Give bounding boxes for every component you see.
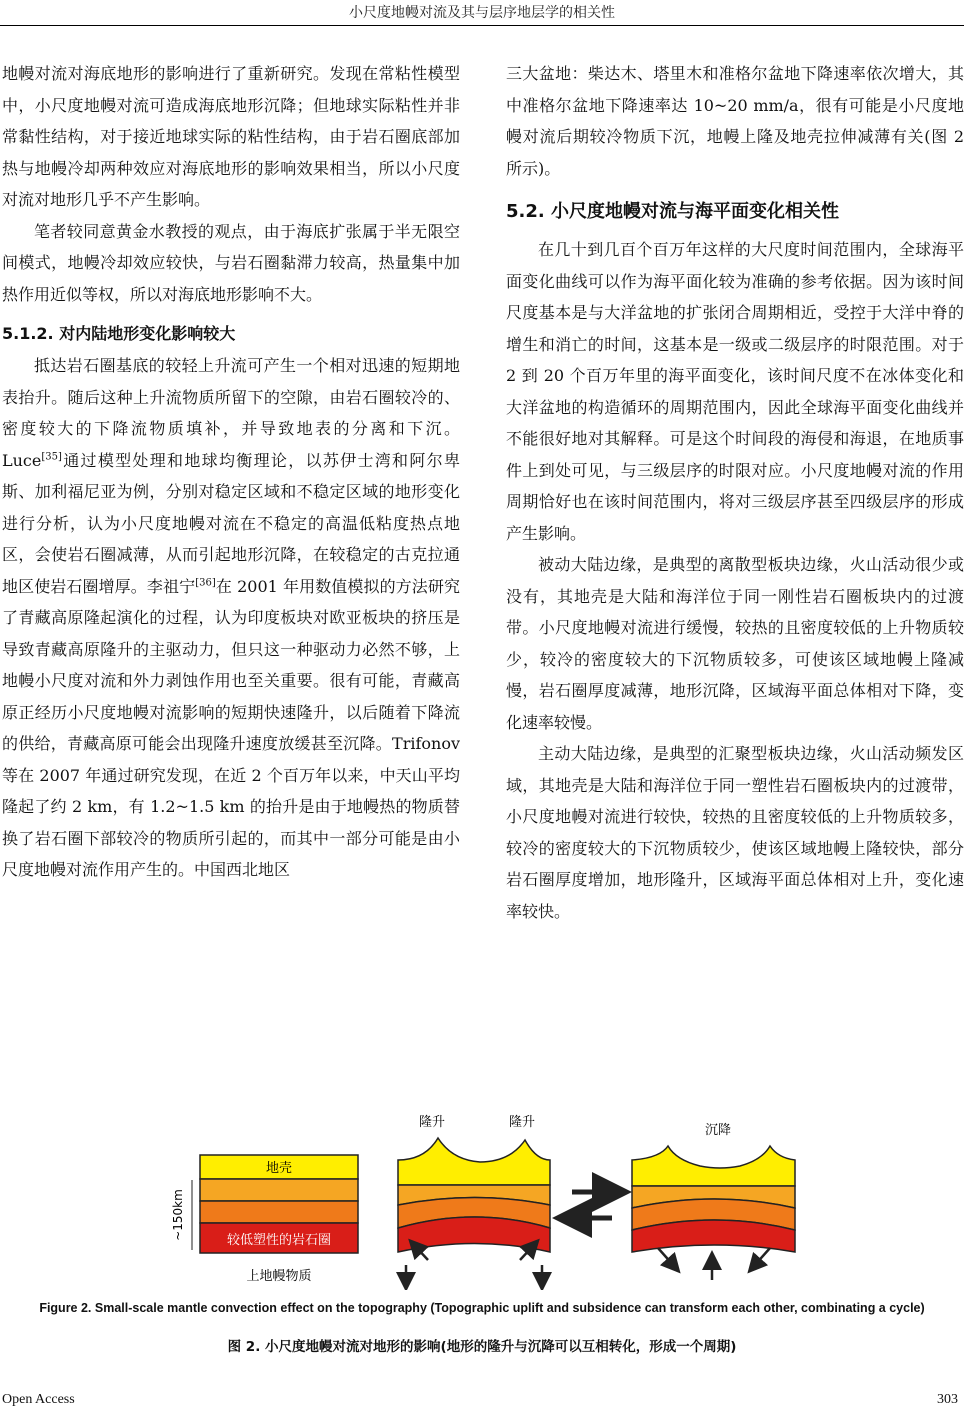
section-heading-5-2: 5.2. 小尺度地幔对流与海平面变化相关性 xyxy=(506,201,839,222)
crust-layer xyxy=(632,1146,795,1186)
figure-2 xyxy=(170,1110,800,1290)
paragraph: 主动大陆边缘，是典型的汇聚型板块边缘，火山活动频发区域，其地壳是大陆和海洋位于同一塑性岩石圈板块内的过渡带，小尺度地幔对流进行较快，较热的且密度较低的上升物质较多，较冷的密度较大的下沉物质较少，使该区域地幔上隆较快，部分岩石圈厚度增加，地形隆升，区域海平面总体相对上升，变化速率较快。 xyxy=(506,744,964,921)
crust-layer xyxy=(398,1138,550,1185)
panel-uplift xyxy=(398,1115,550,1282)
text-run: 在 2001 年用数值模拟的方法研究了青藏高原隆起演化的过程，认为印度板块对欧亚板块的挤压是导致青藏高原隆升的主驱动力，但只这一种驱动力必然不够，上地幔小尺度对流和外力剥蚀作用也至关重要。很有可能，青藏高原正经历小尺度地幔对流影响的短期快速隆升，以后随着下降流的供给，青藏高原可能会出现隆升速度放缓甚至沉降。Trifonov 等在 2007 年通过研究发现，在近 2 个百万年以来，中天山平均隆起了约 2 km，有 1.2~1.5 km 的抬升是由于地幔热的物质替换了岩石圈下部较冷的物质所引起的，而其中一部分可能是由小尺度地幔对流作用产生的。中国西北地区 xyxy=(2,576,460,879)
transition-arrows xyxy=(572,1192,612,1218)
lithosphere-layer xyxy=(200,1179,358,1201)
label-lithosphere: 较低塑性的岩石圈 xyxy=(226,1233,332,1248)
section-heading-5-1-2: 5.1.2. 对内陆地形变化影响较大 xyxy=(2,324,236,343)
figure-2-diagram xyxy=(170,1110,800,1290)
page-number: 303 xyxy=(937,1392,958,1407)
text-run: 抵达岩石圈基底的较轻上升流可产生一个相对迅速的短期地表抬升。随后这种上升流物质所留下的空隙，由岩石圈较冷的、密度较大的下降流物质填补，并导致地表的分离和下沉。Luce xyxy=(2,356,460,470)
figure-caption-en: Figure 2. Small-scale mantle convection effect on the topography (Topographic uplift and subsidence can transform each other, combinating a cycle) xyxy=(39,1301,925,1315)
paragraph: 被动大陆边缘，是典型的离散型板块边缘，火山活动很少或没有，其地壳是大陆和海洋位于同一刚性岩石圈板块内的过渡带。小尺度地幔对流进行缓慢，较热的且密度较低的上升物质较少，较冷的密度较大的下沉物质较多，可使该区域地幔上隆减慢，岩石圈厚度减薄，地形沉降，区域海平面总体相对下降，变化速率较慢。 xyxy=(506,555,964,732)
lithosphere-layer xyxy=(200,1201,358,1223)
paragraph: 三大盆地：柴达木、塔里木和准格尔盆地下降速率依次增大，其中准格尔盆地下降速率达 10~20 mm/a，很有可能是小尺度地幔对流后期较冷物质下沉，地幔上隆及地壳拉伸减薄有关(图 2 所示)。 xyxy=(506,64,964,178)
running-header: 小尺度地幔对流及其与层序地层学的相关性 xyxy=(349,5,615,21)
paragraph xyxy=(2,350,460,886)
panel-initial xyxy=(171,1155,358,1284)
downwelling-arrow xyxy=(754,1248,770,1266)
label-scale: ~150km xyxy=(171,1189,185,1241)
label-crust: 地壳 xyxy=(265,1161,293,1176)
right-column xyxy=(506,58,964,927)
paragraph: 在几十到几百个百万年这样的大尺度时间范围内，全球海平面变化曲线可以作为海平面化较为准确的参考依据。因为该时间尺度基本是与大洋盆地的扩张闭合周期相近，受控于大洋中脊的增生和消亡的时间，这基本是一级或二级层序的时限范围。对于 2 到 20 个百万年里的海平面变化，该时间尺度不在冰体变化和大洋盆地的构造循环的周期范围内，因此全球海平面变化曲线并不能很好地对其解释。可是这个时间段的海侵和海退，在地质事件上到处可见，与三级层序的时限对应。小尺度地幔对流的作用周期恰好也在该时间范围内，将对三级层序甚至四级层序的形成产生影响。 xyxy=(506,240,964,543)
left-column xyxy=(2,58,460,886)
footer-open-access: Open Access xyxy=(2,1392,75,1407)
citation-ref[interactable]: [35] xyxy=(41,451,62,463)
lithosphere-layer xyxy=(632,1220,795,1252)
label-mantle: 上地幔物质 xyxy=(246,1269,312,1284)
label-subsidence: 沉降 xyxy=(704,1123,732,1138)
text-run: 通过模型处理和地球均衡理论，以苏伊士湾和阿尔卑斯、加利福尼亚为例，分别对稳定区域和不稳定区域的地形变化进行分析，认为小尺度地幔对流在不稳定的高温低粘度热点地区，会使岩石圈减薄，从而引起地形沉降，在较稳定的古克拉通地区使岩石圈增厚。李祖宁 xyxy=(2,450,460,596)
citation-ref[interactable]: [36] xyxy=(195,577,216,589)
header-rule xyxy=(0,25,964,26)
panel-subsidence xyxy=(632,1123,795,1280)
figure-caption-zh: 图 2. 小尺度地幔对流对地形的影响(地形的隆升与沉降可以互相转化，形成一个周期) xyxy=(227,1339,737,1355)
paragraph: 地幔对流对海底地形的影响进行了重新研究。发现在常粘性模型中，小尺度地幔对流可造成海底地形沉降；但地球实际粘性并非常黏性结构，对于接近地球实际的粘性结构，由于岩石圈底部加热与地幔冷却两种效应对海底地形的影响效果相当，所以小尺度对流对地形几乎不产生影响。 xyxy=(2,64,460,209)
label-uplift-1: 隆升 xyxy=(418,1115,446,1130)
lithosphere-layer xyxy=(398,1217,550,1252)
label-uplift-2: 隆升 xyxy=(508,1115,536,1130)
paragraph: 笔者较同意黄金水教授的观点，由于海底扩张属于半无限空间模式，地幔冷却效应较快，与岩石圈黏滞力较高，热量集中加热作用近似等权，所以对海底地形影响不大。 xyxy=(2,221,460,304)
downwelling-arrow xyxy=(658,1248,674,1266)
